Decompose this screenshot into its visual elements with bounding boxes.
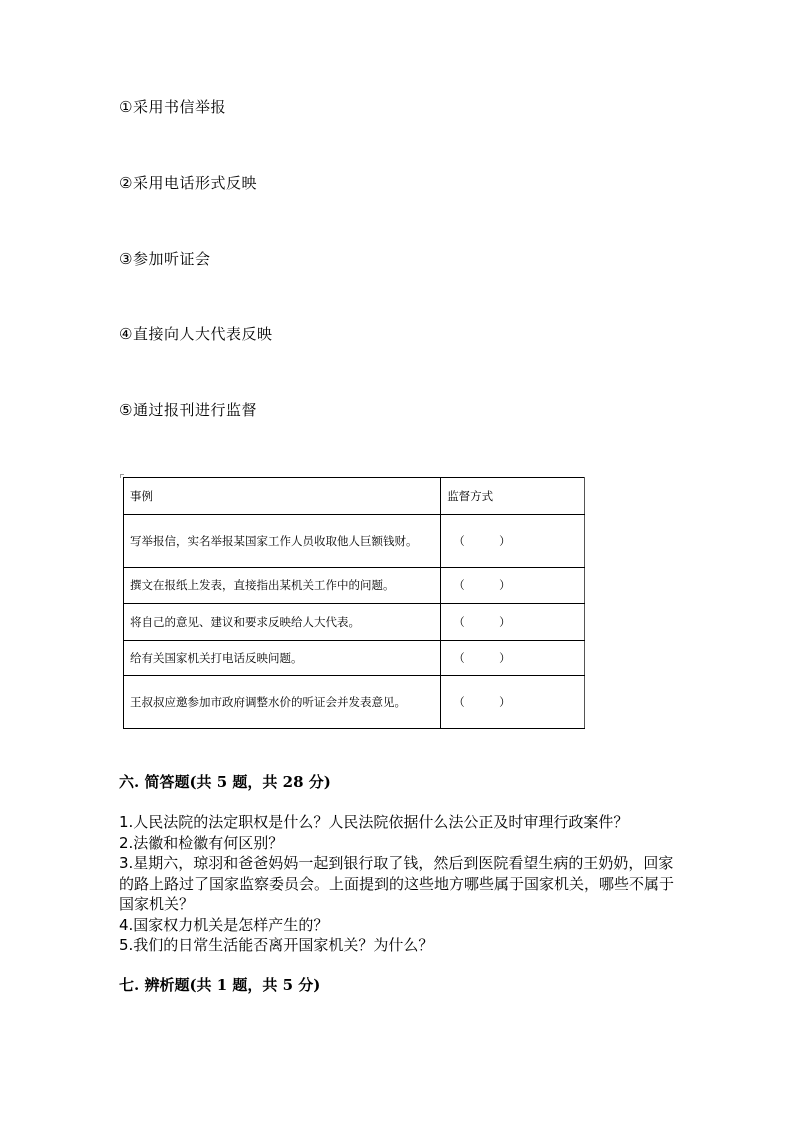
section-7-title: 七. 辨析题(共 1 题，共 5 分) (119, 976, 321, 994)
option-1: ①采用书信举报 (119, 98, 226, 116)
case-cell: 撰文在报纸上发表，直接指出某机关工作中的问题。 (124, 568, 441, 604)
section-6-title: 六. 简答题(共 5 题，共 28 分) (119, 773, 331, 791)
case-cell: 将自己的意见、建议和要求反映给人大代表。 (124, 604, 441, 641)
option-2: ②采用电话形式反映 (119, 174, 257, 192)
answer-blank: （ ） (453, 578, 511, 592)
method-cell (441, 604, 585, 641)
header-method: 监督方式 (441, 478, 585, 515)
method-cell (441, 515, 585, 568)
header-case: 事例 (124, 478, 441, 515)
option-5: ⑤通过报刊进行监督 (119, 401, 257, 419)
method-cell (441, 641, 585, 676)
case-cell: 写举报信，实名举报某国家工作人员收取他人巨额钱财。 (124, 515, 441, 568)
option-4: ④直接向人大代表反映 (119, 325, 273, 343)
table-row (124, 604, 585, 641)
table-row (124, 641, 585, 676)
table-header-row (124, 478, 585, 515)
option-3: ③参加听证会 (119, 250, 211, 268)
method-cell (441, 676, 585, 729)
short-answer-questions (119, 812, 679, 956)
table-row (124, 676, 585, 729)
question-1: 1.人民法院的法定职权是什么？人民法院依据什么法公正及时审理行政案件？ (119, 813, 629, 831)
question-3: 3.星期六，琼羽和爸爸妈妈一起到银行取了钱，然后到医院看望生病的王奶奶，回家的路上路过了国家监察委员会。上面提到的这些地方哪些属于国家机关，哪些不属于国家机关？ (119, 854, 675, 913)
answer-blank: （ ） (453, 694, 511, 709)
answer-blank: （ ） (453, 650, 511, 665)
table-row (124, 515, 585, 568)
answer-blank: （ ） (453, 533, 511, 548)
case-cell: 王叔叔应邀参加市政府调整水价的听证会并发表意见。 (124, 676, 441, 729)
answer-blank: （ ） (453, 614, 511, 629)
table-row (124, 568, 585, 604)
question-5: 5.我们的日常生活能否离开国家机关？为什么？ (119, 936, 434, 954)
case-cell: 给有关国家机关打电话反映问题。 (124, 641, 441, 676)
question-4: 4.国家权力机关是怎样产生的？ (119, 915, 329, 934)
method-cell (441, 568, 585, 604)
supervision-table (123, 477, 585, 729)
question-2: 2.法徽和检徽有何区别？ (119, 833, 284, 852)
